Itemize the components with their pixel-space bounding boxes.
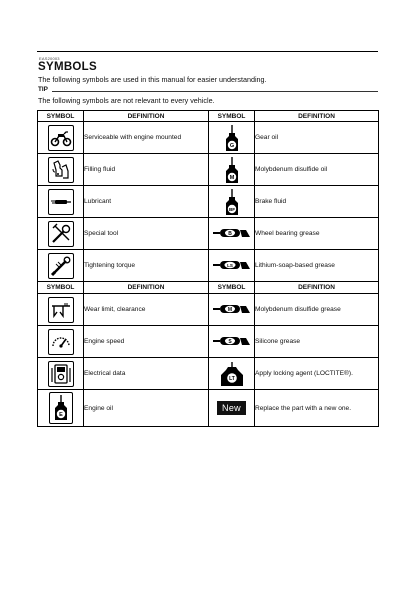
tachometer-icon: [48, 329, 74, 355]
grease-gun-icon: [212, 259, 252, 271]
definition-cell: Engine oil: [84, 390, 209, 427]
grease-gun-icon: [212, 227, 252, 239]
filling-fluid-icon: [48, 157, 74, 183]
symbols-table: [37, 110, 379, 427]
grease-letter: B: [227, 231, 232, 238]
top-rule: [37, 51, 378, 52]
table-row: [38, 186, 379, 218]
definition-cell: Special tool: [84, 218, 209, 250]
new-badge-icon: New: [217, 401, 246, 415]
definition-cell: Lubricant: [84, 186, 209, 218]
intro-text: The following symbols are used in this manual for easier understanding.: [38, 75, 267, 84]
tip-label: TIP: [38, 86, 48, 93]
oil-bottle-icon: [223, 124, 241, 152]
motorcycle-icon: [48, 125, 74, 151]
definition-cell: Engine speed: [84, 326, 209, 358]
locking-agent-letter: LT: [228, 375, 235, 382]
definition-cell: Replace the part with a new one.: [255, 390, 379, 427]
lubricant-icon: [48, 189, 74, 215]
table-row: [38, 326, 379, 358]
bottle-letter: E: [58, 412, 63, 418]
table-row: [38, 390, 379, 427]
definition-cell: Silicone grease: [255, 326, 379, 358]
col-header-symbol: SYMBOL: [38, 111, 84, 122]
bottle-letter: M: [229, 174, 234, 181]
torque-wrench-icon: [48, 253, 74, 279]
definition-cell: Tightening torque: [84, 250, 209, 282]
table-row: [38, 250, 379, 282]
definition-cell: Filling fluid: [84, 154, 209, 186]
col-header-definition: DEFINITION: [84, 282, 209, 294]
grease-gun-icon: [212, 303, 252, 315]
oil-bottle-icon: [223, 188, 241, 216]
table-row: [38, 154, 379, 186]
col-header-definition: DEFINITION: [255, 282, 379, 294]
multimeter-icon: [48, 361, 74, 387]
grease-letter: S: [227, 339, 232, 346]
definition-cell: Molybdenum disulfide grease: [255, 294, 379, 326]
col-header-symbol: SYMBOL: [209, 282, 255, 294]
special-tool-icon: [48, 221, 74, 247]
tip-rule: [52, 91, 378, 92]
table-header-row: [38, 282, 379, 294]
col-header-definition: DEFINITION: [255, 111, 379, 122]
bottle-letter: BF: [228, 206, 235, 212]
col-header-symbol: SYMBOL: [38, 282, 84, 294]
definition-cell: Apply locking agent (LOCTITE®).: [255, 358, 379, 390]
oil-bottle-icon: [49, 392, 73, 424]
definition-cell: Electrical data: [84, 358, 209, 390]
definition-cell: Gear oil: [255, 122, 379, 154]
table-row: [38, 218, 379, 250]
table-row: [38, 122, 379, 154]
table-header-row: [38, 111, 379, 122]
definition-cell: Wheel bearing grease: [255, 218, 379, 250]
col-header-symbol: SYMBOL: [209, 111, 255, 122]
caliper-icon: [48, 297, 74, 323]
section-code: EAS20003: [39, 56, 60, 61]
bottle-letter: G: [229, 142, 234, 149]
table-row: [38, 294, 379, 326]
definition-cell: Wear limit, clearance: [84, 294, 209, 326]
col-header-definition: DEFINITION: [84, 111, 209, 122]
grease-letter: M: [227, 307, 232, 314]
definition-cell: Serviceable with engine mounted: [84, 122, 209, 154]
definition-cell: Lithium-soap-based grease: [255, 250, 379, 282]
grease-letter: LS: [226, 263, 233, 269]
grease-gun-icon: [212, 335, 252, 347]
page-title: SYMBOLS: [38, 61, 97, 73]
tip-text: The following symbols are not relevant to every vehicle.: [38, 96, 215, 105]
table-row: [38, 358, 379, 390]
definition-cell: Brake fluid: [255, 186, 379, 218]
oil-bottle-icon: [223, 156, 241, 184]
definition-cell: Molybdenum disulfide oil: [255, 154, 379, 186]
locking-agent-icon: [219, 361, 245, 387]
